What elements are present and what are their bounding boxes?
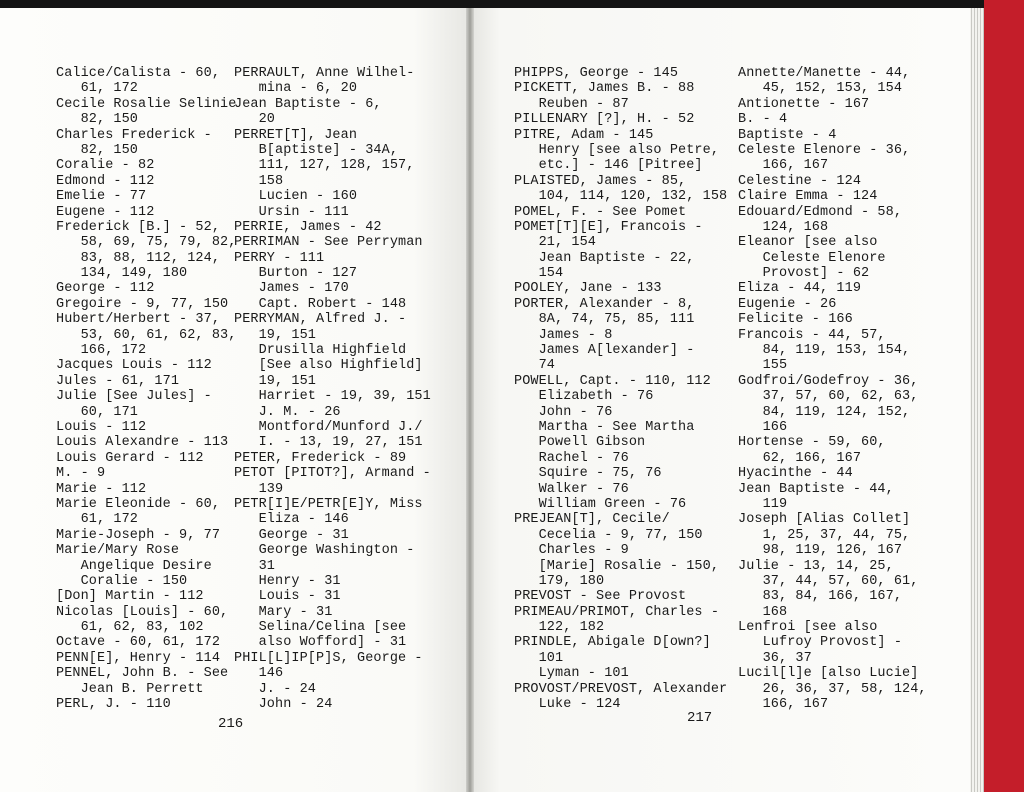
index-entry-line: Charles Frederick - [56,127,212,143]
index-entry-line: 61, 172 [56,81,139,97]
index-entry-line: 83, 88, 112, 124, [56,250,221,266]
index-entry-line: Cecile Rosalie Selinie [56,96,237,112]
index-entry-line: 26, 36, 37, 58, 124, [738,681,927,697]
index-entry-line: Reuben - 87 [514,96,629,112]
index-entry-line: 98, 119, 126, 167 [738,543,903,559]
index-entry-line: 146 [234,666,284,682]
index-entry-line: 155 [738,358,788,374]
index-entry-line: M. - 9 [56,466,106,482]
index-entry-line: Marie-Joseph - 9, 77 [56,527,221,543]
index-entry-line: Lenfroi [see also [738,620,878,636]
right-page [470,8,970,792]
index-entry-line: 111, 127, 128, 157, [234,158,415,174]
index-entry-line: 122, 182 [514,620,605,636]
index-entry-line: Henry [see also Petre, [514,142,720,158]
page-number: 216 [218,716,244,732]
index-entry-line: Lucien - 160 [234,189,358,205]
index-entry-line: PENNEL, John B. - See [56,666,229,682]
index-entry-line: PERRAULT, Anne Wilhel- [234,66,415,81]
index-entry-line: [Don] Martin - 112 [56,589,204,605]
index-entry-line: Felicite - 166 [738,312,853,328]
index-entry-line: PRINDLE, Abigale D[own?] [514,635,711,651]
index-entry-line: 45, 152, 153, 154 [738,81,903,97]
index-entry-line: Emelie - 77 [56,189,147,205]
index-entry-line: Nicolas [Louis] - 60, [56,604,229,620]
index-entry-line: J. M. - 26 [234,404,341,420]
index-entry-line: Louis Alexandre - 113 [56,435,229,451]
index-entry-line: 82, 150 [56,112,139,128]
index-entry-line: 37, 44, 57, 60, 61, [738,573,919,589]
index-entry-line: PICKETT, James B. - 88 [514,81,695,97]
index-entry-line: 62, 166, 167 [738,450,862,466]
index-entry-line: Gregoire - 9, 77, 150 [56,296,229,312]
index-entry-line: Jean Baptiste - 6, [234,96,382,112]
index-entry-line: Edmond - 112 [56,173,155,189]
index-entry-line: 60, 171 [56,404,139,420]
index-entry-line: PLAISTED, James - 85, [514,173,687,189]
index-entry-line: 101 [514,650,564,666]
index-entry-line: PREVOST - See Provost [514,589,687,605]
index-entry-line: Eugenie - 26 [738,296,837,312]
index-entry-line: Jacques Louis - 112 [56,358,212,374]
index-entry-line: [Marie] Rosalie - 150, [514,558,720,574]
index-entry-line: 20 [234,112,276,128]
index-entry-line: Coralie - 82 [56,158,155,174]
index-entry-line: PERRYMAN, Alfred J. - [234,312,407,328]
index-entry-line: mina - 6, 20 [234,81,358,97]
index-entry-line: 83, 84, 166, 167, [738,589,903,605]
index-entry-line: Hubert/Herbert - 37, [56,312,221,328]
index-entry-line: Octave - 60, 61, 172 [56,635,221,651]
index-entry-line: I. - 13, 19, 27, 151 [234,435,423,451]
index-entry-line: Baptiste - 4 [738,127,837,143]
index-entry-line: 158 [234,173,284,189]
left-page [0,8,470,792]
index-entry-line: 82, 150 [56,142,139,158]
index-entry-line: John - 24 [234,697,333,713]
index-entry-line: Hortense - 59, 60, [738,435,886,451]
index-entry-line: Marie/Mary Rose [56,543,180,559]
index-entry-line: James - 8 [514,327,613,343]
index-entry-line: PILLENARY [?], H. - 52 [514,112,695,128]
index-entry-line: also Wofford] - 31 [234,635,407,651]
index-entry-line: PHIL[L]IP[P]S, George - [234,650,423,666]
index-entry-line: PHIPPS, George - 145 [514,66,679,81]
index-entry-line: Marie Eleonide - 60, [56,496,221,512]
index-entry-line: 37, 57, 60, 62, 63, [738,389,919,405]
index-entry-line: etc.] - 146 [Pitree] [514,158,703,174]
index-entry-line: 139 [234,481,284,497]
index-entry-line: 8A, 74, 75, 85, 111 [514,312,695,328]
index-entry-line: POOLEY, Jane - 133 [514,281,662,297]
index-entry-line: Charles - 9 [514,543,629,559]
index-entry-line: 154 [514,266,564,282]
index-entry-line: 124, 168 [738,219,829,235]
index-entry-line: PERRIMAN - See Perryman [234,235,423,251]
index-entry-line: B[aptiste] - 34A, [234,142,399,158]
index-entry-line: PRIMEAU/PRIMOT, Charles - [514,604,720,620]
index-entry-line: Edouard/Edmond - 58, [738,204,903,220]
index-entry-line: PERRY - 111 [234,250,325,266]
index-entry-line: Lucil[l]e [also Lucie] [738,666,919,682]
index-entry-line: 179, 180 [514,573,605,589]
index-entry-line: Angelique Desire [56,558,212,574]
index-entry-line: Coralie - 150 [56,573,188,589]
index-entry-line: George - 112 [56,281,155,297]
index-entry-line: Henry - 31 [234,573,341,589]
index-entry-line: 61, 172 [56,512,139,528]
index-entry-line: POWELL, Capt. - 110, 112 [514,373,711,389]
page-number: 217 [687,710,713,726]
index-entry-line: 74 [514,358,556,374]
right-page-column-2 [738,66,927,712]
index-entry-line: 19, 151 [234,327,317,343]
index-entry-line: J. - 24 [234,681,317,697]
index-entry-line: 134, 149, 180 [56,266,188,282]
index-entry-line: Powell Gibson [514,435,646,451]
index-entry-line: Cecelia - 9, 77, 150 [514,527,703,543]
index-entry-line: Louis - 31 [234,589,341,605]
index-entry-line: James - 170 [234,281,349,297]
index-entry-line: POMEL, F. - See Pomet [514,204,687,220]
index-entry-line: Eliza - 146 [234,512,349,528]
index-entry-line: 21, 154 [514,235,597,251]
index-entry-line: Rachel - 76 [514,450,629,466]
index-entry-line: Julie [See Jules] - [56,389,212,405]
index-entry-line: Antionette - 167 [738,96,870,112]
book-gutter [466,8,474,792]
index-entry-line: Montford/Munford J./ [234,419,423,435]
index-entry-line: Walker - 76 [514,481,629,497]
index-entry-line: Eliza - 44, 119 [738,281,862,297]
index-entry-line: Capt. Robert - 148 [234,296,407,312]
index-entry-line: James A[lexander] - [514,343,695,359]
index-entry-line: Squire - 75, 76 [514,466,662,482]
index-entry-line: Marie - 112 [56,481,147,497]
index-entry-line: Jean Baptiste - 22, [514,250,695,266]
index-entry-line: Louis Gerard - 112 [56,450,204,466]
index-entry-line: PETER, Frederick - 89 [234,450,407,466]
index-entry-line: Celeste Elenore [738,250,886,266]
index-entry-line: 58, 69, 75, 79, 82, [56,235,237,251]
index-entry-line: George - 31 [234,527,349,543]
index-entry-line: 53, 60, 61, 62, 83, [56,327,237,343]
index-entry-line: Annette/Manette - 44, [738,66,911,81]
index-entry-line: PENN[E], Henry - 114 [56,650,221,666]
index-entry-line: Celestine - 124 [738,173,862,189]
index-entry-line: Francois - 44, 57, [738,327,886,343]
index-entry-line: PROVOST/PREVOST, Alexander [514,681,728,697]
index-entry-line: Celeste Elenore - 36, [738,142,911,158]
index-entry-line: PERRET[T], Jean [234,127,358,143]
index-entry-line: Lufroy Provost] - [738,635,903,651]
index-entry-line: 119 [738,496,788,512]
index-entry-line: 166, 167 [738,158,829,174]
index-entry-line: 61, 62, 83, 102 [56,620,204,636]
index-entry-line: POMET[T][E], Francois - [514,219,703,235]
index-entry-line: B. - 4 [738,112,788,128]
index-entry-line: Claire Emma - 124 [738,189,878,205]
index-entry-line: 84, 119, 124, 152, [738,404,911,420]
index-entry-line: Hyacinthe - 44 [738,466,853,482]
background-top-edge [0,0,1024,8]
index-entry-line: Frederick [B.] - 52, [56,219,221,235]
left-page-column-2 [234,66,431,712]
index-entry-line: Ursin - 111 [234,204,349,220]
index-entry-line: John - 76 [514,404,613,420]
index-entry-line: Eleanor [see also [738,235,878,251]
index-entry-line: PORTER, Alexander - 8, [514,296,695,312]
index-entry-line: Elizabeth - 76 [514,389,654,405]
index-entry-line: 166, 167 [738,697,829,713]
index-entry-line: 31 [234,558,276,574]
index-entry-line: PETR[I]E/PETR[E]Y, Miss [234,496,423,512]
index-entry-line: Lyman - 101 [514,666,629,682]
index-entry-line: Provost] - 62 [738,266,870,282]
index-entry-line: 19, 151 [234,373,317,389]
index-entry-line: Jean B. Perrett [56,681,204,697]
index-entry-line: Louis - 112 [56,419,147,435]
index-entry-line: 166, 172 [56,343,147,359]
index-entry-line: Julie - 13, 14, 25, [738,558,894,574]
index-entry-line: Jean Baptiste - 44, [738,481,894,497]
index-entry-line: Eugene - 112 [56,204,155,220]
index-entry-line: Mary - 31 [234,604,333,620]
index-entry-line: Joseph [Alias Collet] [738,512,911,528]
index-entry-line: Godfroi/Godefroy - 36, [738,373,919,389]
index-entry-line: 1, 25, 37, 44, 75, [738,527,911,543]
index-entry-line: Harriet - 19, 39, 151 [234,389,431,405]
index-entry-line: [See also Highfield] [234,358,423,374]
index-entry-line: PETOT [PITOT?], Armand - [234,466,431,482]
index-entry-line: 166 [738,419,788,435]
index-entry-line: 84, 119, 153, 154, [738,343,911,359]
index-entry-line: PERL, J. - 110 [56,697,171,713]
index-entry-line: PREJEAN[T], Cecile/ [514,512,670,528]
index-entry-line: Selina/Celina [see [234,620,407,636]
index-entry-line: William Green - 76 [514,496,687,512]
index-entry-line: Burton - 127 [234,266,358,282]
index-entry-line: 168 [738,604,788,620]
book-cover-edge [984,0,1024,792]
index-entry-line: George Washington - [234,543,415,559]
index-entry-line: Martha - See Martha [514,419,695,435]
index-entry-line: 104, 114, 120, 132, 158 [514,189,728,205]
right-page-column-1 [514,66,727,712]
index-entry-line: PITRE, Adam - 145 [514,127,654,143]
index-entry-line: Luke - 124 [514,697,621,713]
index-entry-line: Drusilla Highfield [234,343,407,359]
index-entry-line: Jules - 61, 171 [56,373,180,389]
index-entry-line: Calice/Calista - 60, [56,66,221,81]
index-entry-line: 36, 37 [738,650,812,666]
left-page-column-1 [56,66,236,712]
index-entry-line: PERRIE, James - 42 [234,219,382,235]
